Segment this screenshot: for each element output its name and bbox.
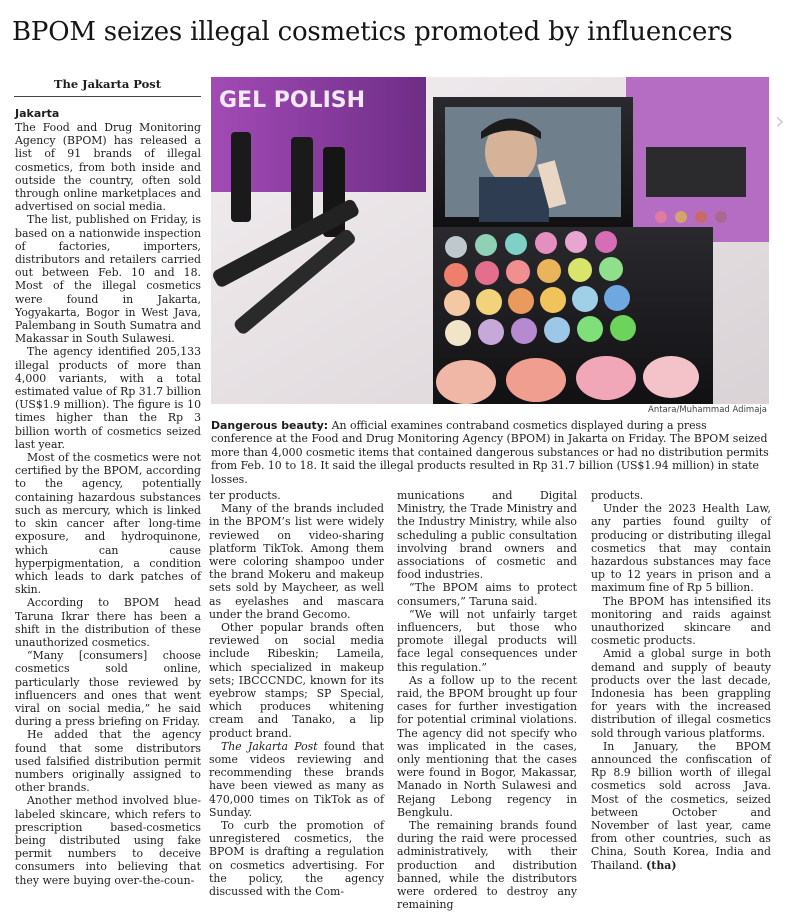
paragraph: munications and Digital Ministry, the Trade Ministry and the Industry Ministry, while also scheduling a public consultation involving brand owners and associations of cosmetic and food industries. xyxy=(397,489,577,582)
paragraph: The BPOM has intensified its monitoring and raids against unauthorized skincare and cosmetic products. xyxy=(591,594,771,648)
paragraph-text: In January, the BPOM announced the confiscation of Rp 8.9 billion worth of illegal cosmetics sold across Java. Most of the cosmetics, seized between October and November of last year, came from other countries, such as China, South Korea, India and Thailand. xyxy=(591,739,771,872)
photo-caption xyxy=(211,419,769,486)
paragraph xyxy=(209,740,384,819)
box-label: GEL POLISH xyxy=(219,88,366,113)
article-column-4 xyxy=(591,489,771,872)
paragraph: ter products. xyxy=(209,489,281,502)
chevron-right-icon: › xyxy=(775,107,785,135)
paragraph: The Food and Drug Monitoring Agency (BPOM) has released a list of 91 brands of illegal cosmetics, from both inside and outside the country, often sold through online marketplaces and advertised on social media. xyxy=(15,121,201,214)
article-column-3 xyxy=(397,489,577,912)
caption-lead: Dangerous beauty: xyxy=(211,419,329,432)
paragraph: To curb the promotion of unregistered cosmetics, the BPOM is drafting a regulation on cosmetics advertising. For the policy, the agency discussed with the Com- xyxy=(209,819,384,899)
author-signoff: (tha) xyxy=(646,858,677,872)
byline: The Jakarta Post xyxy=(14,76,201,97)
paragraph: Amid a global surge in both demand and supply of beauty products over the last decade, Indonesia has been grappling for years with the increased distribution of illegal cosmetics sold through various platforms. xyxy=(591,647,771,740)
dateline: Jakarta xyxy=(15,107,60,120)
news-photo xyxy=(211,77,769,404)
paragraph xyxy=(591,740,771,872)
publication-name: The Jakarta Post xyxy=(221,739,318,753)
paragraph: Other popular brands often reviewed on social media include Ribeskin; Lameila, which specialized in makeup sets; IBCCCNDC, known for its eyebrow stamps; SP Special, which produces whitening cream and Tanako, a lip product brand. xyxy=(209,621,384,740)
cosmetics-photo-illustration xyxy=(211,77,769,404)
caption-text: An official examines contraband cosmetics displayed during a press conference at the Food and Drug Monitoring Agency (BPOM) in Jakarta on Friday. The BPOM seized more than 4,000 cosmetic items that contained dangerous substances or had no distribution permits from Feb. 10 to 18. It said the illegal products resulted in Rp 31.7 billion (US$1.94 million) in state losses. xyxy=(211,419,769,486)
headline: BPOM seizes illegal cosmetics promoted by influencers xyxy=(12,17,733,47)
paragraph: The list, published on Friday, is based on a nationwide inspection of factories, importers, distributors and retailers carried out between Feb. 10 and 18. Most of the illegal cosmetics were found in Jakarta, Yogyakarta, Bogor in West Java, Palembang in South Sumatra and Makassar in South Sulawesi. xyxy=(15,213,201,346)
paragraph: “The BPOM aims to protect consumers,” Taruna said. xyxy=(397,581,577,608)
paragraph: Under the 2023 Health Law, any parties found guilty of producing or distributing illegal cosmetics that may contain hazardous substances may face up to 12 years in prison and a maximum fine of Rp 5 billion. xyxy=(591,502,771,595)
paragraph: The agency identified 205,133 illegal products of more than 4,000 variants, with a total estimated value of Rp 31.7 billion (US$1.9 million). The figure is 10 times higher than the Rp 3 billion worth of cosmetics seized last year. xyxy=(15,345,201,451)
next-image-button[interactable] xyxy=(775,108,789,134)
paragraph: Another method involved blue-labeled skincare, which refers to prescription based-cosmetics being distributed using fake permit numbers to deceive consumers into believing that they were buying over-the-coun- xyxy=(15,794,201,887)
article-column-1 xyxy=(15,107,201,887)
paragraph: Most of the cosmetics were not certified by the BPOM, according to the agency, potentially containing hazardous substances such as mercury, which is linked to skin cancer after long-time exposure, and hydroquinone, which can cause hyperpigmentation, a condition which leads to dark patches of skin. xyxy=(15,451,201,597)
paragraph: “Many [consumers] choose cosmetics sold online, particularly those reviewed by influencers and ones that went viral on social media,” he said during a press briefing on Friday. xyxy=(15,649,201,729)
photo-credit: Antara/Muhammad Adimaja xyxy=(648,405,767,415)
paragraph: The remaining brands found during the raid were processed administratively, with their production and distribution banned, while the distributors were ordered to destroy any remaining xyxy=(397,819,577,912)
paragraph: According to BPOM head Taruna Ikrar there has been a shift in the distribution of these unauthorized cosmetics. xyxy=(15,596,201,649)
paragraph: Many of the brands included in the BPOM’s list were widely reviewed on video-sharing platform TikTok. Among them were coloring shampoo under the brand Mokeru and makeup sets sold by Maycheer, as well as eyelashes and mascara under the brand Gecomo. xyxy=(209,502,384,621)
paragraph-text: found that some videos reviewing and recommending these brands have been viewed as many as 470,000 times on TikTok as of Sunday. xyxy=(209,739,384,819)
paragraph: He added that the agency found that some distributors used falsified distribution permit numbers originally assigned to other brands. xyxy=(15,728,201,795)
article-column-2 xyxy=(209,489,384,898)
paragraph: “We will not unfairly target influencers, but those who promote illegal products will face legal consequences under this regulation.” xyxy=(397,607,577,674)
paragraph: products. xyxy=(591,489,644,502)
paragraph: As a follow up to the recent raid, the BPOM brought up four cases for further investigation for potential criminal violations. The agency did not specify who was implicated in the cases, only mentioning that the cases were found in Bogor, Makassar, Manado in North Sulawesi and Rejang Lebong regency in Bengkulu. xyxy=(397,673,577,819)
